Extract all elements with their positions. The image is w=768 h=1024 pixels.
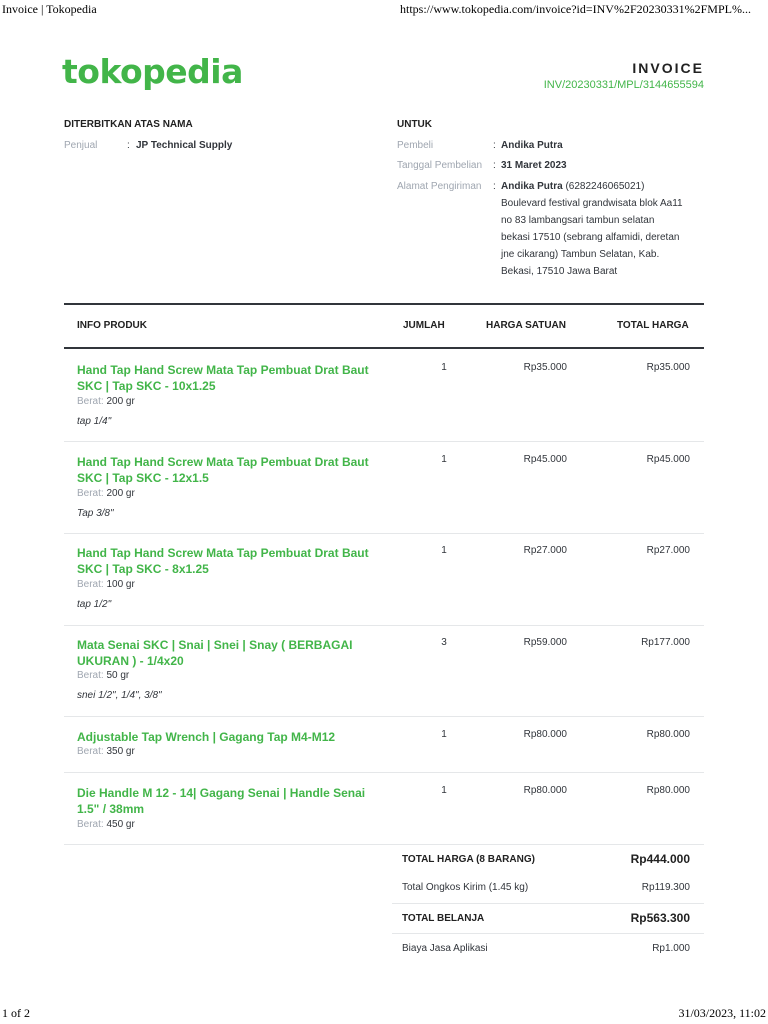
shipping-label: Total Ongkos Kirim (1.45 kg) xyxy=(402,882,529,893)
product-name xyxy=(77,729,392,745)
shipping-row xyxy=(402,882,690,902)
table-top-divider xyxy=(64,303,704,305)
product-name-line: Mata Senai SKC | Snai | Snei | Snay ( BERBAGAI xyxy=(77,638,353,652)
product-note: tap 1/2" xyxy=(77,599,112,610)
seller-separator: : xyxy=(127,140,130,151)
grand-total-label: TOTAL BELANJA xyxy=(402,913,485,924)
invoice-number: INV/20230331/MPL/3144655594 xyxy=(543,79,704,91)
weight-value: 350 gr xyxy=(106,746,135,757)
weight-label: Berat: xyxy=(77,819,104,830)
product-unit-price: Rp80.000 xyxy=(523,729,567,740)
buyer-row xyxy=(397,137,563,154)
seller-value: JP Technical Supply xyxy=(136,140,233,151)
product-name-line: Hand Tap Hand Screw Mata Tap Pembuat Drat Baut xyxy=(77,455,369,469)
app-fee-row xyxy=(402,943,690,963)
product-name-line: Die Handle M 12 - 14| Gagang Senai | Handle Senai xyxy=(77,786,366,800)
invoice-header xyxy=(544,60,704,91)
product-unit-price: Rp80.000 xyxy=(523,785,567,796)
product-note: tap 1/4" xyxy=(77,416,112,427)
buyer-value: Andika Putra xyxy=(501,140,563,151)
weight-value: 100 gr xyxy=(106,579,135,590)
table-row xyxy=(64,637,704,717)
weight-value: 50 gr xyxy=(106,670,130,681)
product-qty: 3 xyxy=(441,637,447,648)
weight-value: 200 gr xyxy=(106,488,135,499)
shipping-value: Rp119.300 xyxy=(641,882,690,893)
product-unit-price: Rp59.000 xyxy=(523,637,567,648)
address-line: no 83 lambangsari tambun selatan xyxy=(501,215,655,226)
print-header xyxy=(0,0,768,20)
product-qty: 1 xyxy=(441,545,447,556)
product-name-line: SKC | Tap SKC - 10x1.25 xyxy=(77,379,216,393)
weight-value: 450 gr xyxy=(106,819,135,830)
product-total: Rp35.000 xyxy=(646,362,690,373)
product-total: Rp27.000 xyxy=(646,545,690,556)
summary-divider xyxy=(392,903,704,904)
address-line: Bekasi, 17510 Jawa Barat xyxy=(501,266,618,277)
address-line: jne cikarang) Tambun Selatan, Kab. xyxy=(501,249,660,260)
product-total: Rp80.000 xyxy=(646,729,690,740)
product-total: Rp80.000 xyxy=(646,785,690,796)
table-header-divider xyxy=(64,347,704,349)
address-line: Boulevard festival grandwisata blok Aa11 xyxy=(501,198,683,209)
product-name-line: 1.5" / 38mm xyxy=(77,802,145,816)
address-name: Andika Putra xyxy=(501,181,563,192)
invoice-title: INVOICE xyxy=(632,60,704,76)
product-name xyxy=(77,545,392,577)
product-weight xyxy=(77,396,135,407)
table-row xyxy=(64,362,704,442)
product-weight xyxy=(77,819,135,830)
product-qty: 1 xyxy=(441,362,447,373)
print-page-number: 1 of 2 xyxy=(2,1006,30,1020)
address-line: bekasi 17510 (sebrang alfamidi, deretan xyxy=(501,232,680,243)
weight-value: 200 gr xyxy=(106,396,135,407)
product-weight xyxy=(77,746,135,757)
product-unit-price: Rp35.000 xyxy=(523,362,567,373)
product-unit-price: Rp27.000 xyxy=(523,545,567,556)
purchase-date-separator: : xyxy=(493,160,496,171)
header-unit-price: HARGA SATUAN xyxy=(486,320,566,331)
issuer-section-title: DITERBITKAN ATAS NAMA xyxy=(64,119,193,130)
summary-divider xyxy=(392,933,704,934)
product-qty: 1 xyxy=(441,454,447,465)
product-total: Rp45.000 xyxy=(646,454,690,465)
seller-label: Penjual xyxy=(64,140,98,151)
header-qty: JUMLAH xyxy=(403,320,445,331)
shipping-address-label: Alamat Pengiriman xyxy=(397,181,482,192)
app-fee-value: Rp1.000 xyxy=(652,943,690,954)
product-name xyxy=(77,454,392,486)
weight-label: Berat: xyxy=(77,488,104,499)
buyer-separator: : xyxy=(493,140,496,151)
shipping-address-row xyxy=(397,178,501,195)
seller-row xyxy=(64,137,232,154)
table-row xyxy=(64,785,704,845)
print-datetime: 31/03/2023, 11:02 xyxy=(678,1006,766,1020)
weight-label: Berat: xyxy=(77,670,104,681)
shipping-address xyxy=(501,178,706,280)
grand-total-row xyxy=(402,911,690,931)
print-page-url: https://www.tokopedia.com/invoice?id=INV%2F20230331%2FMPL%... xyxy=(400,2,751,16)
buyer-label: Pembeli xyxy=(397,140,434,151)
subtotal-label: TOTAL HARGA (8 BARANG) xyxy=(402,854,535,865)
weight-label: Berat: xyxy=(77,746,104,757)
product-name-line: Hand Tap Hand Screw Mata Tap Pembuat Drat Baut xyxy=(77,363,369,377)
purchase-date-label: Tanggal Pembelian xyxy=(397,160,483,171)
product-note: Tap 3/8" xyxy=(77,508,114,519)
app-fee-label: Biaya Jasa Aplikasi xyxy=(402,943,488,954)
address-phone: (6282246065021) xyxy=(565,181,645,192)
recipient-section-title: UNTUK xyxy=(397,119,432,130)
product-name-line: SKC | Tap SKC - 8x1.25 xyxy=(77,562,209,576)
product-qty: 1 xyxy=(441,785,447,796)
product-name-line: SKC | Tap SKC - 12x1.5 xyxy=(77,471,209,485)
header-product: INFO PRODUK xyxy=(77,320,147,331)
weight-label: Berat: xyxy=(77,579,104,590)
print-footer xyxy=(0,1004,768,1024)
product-note: snei 1/2", 1/4", 3/8" xyxy=(77,690,162,701)
product-name xyxy=(77,637,392,669)
table-row xyxy=(64,729,704,773)
product-unit-price: Rp45.000 xyxy=(523,454,567,465)
weight-label: Berat: xyxy=(77,396,104,407)
shipping-address-separator: : xyxy=(493,181,496,192)
grand-total-value: Rp563.300 xyxy=(630,911,690,925)
product-name-line: UKURAN ) - 1/4x20 xyxy=(77,654,184,668)
product-weight xyxy=(77,579,135,590)
purchase-date-row xyxy=(397,157,567,174)
table-row xyxy=(64,545,704,626)
subtotal-value: Rp444.000 xyxy=(630,852,690,866)
table-row xyxy=(64,454,704,534)
product-weight xyxy=(77,670,129,681)
subtotal-row xyxy=(402,852,690,872)
header-total: TOTAL HARGA xyxy=(617,320,689,331)
product-total: Rp177.000 xyxy=(641,637,690,648)
product-qty: 1 xyxy=(441,729,447,740)
print-page-title: Invoice | Tokopedia xyxy=(2,2,97,16)
product-weight xyxy=(77,488,135,499)
product-name xyxy=(77,362,392,394)
product-name-line: Hand Tap Hand Screw Mata Tap Pembuat Drat Baut xyxy=(77,546,369,560)
product-name-line: Adjustable Tap Wrench | Gagang Tap M4-M12 xyxy=(77,730,336,744)
purchase-date-value: 31 Maret 2023 xyxy=(501,160,567,171)
product-name xyxy=(77,785,392,817)
tokopedia-logo: tokopedia xyxy=(62,52,243,91)
